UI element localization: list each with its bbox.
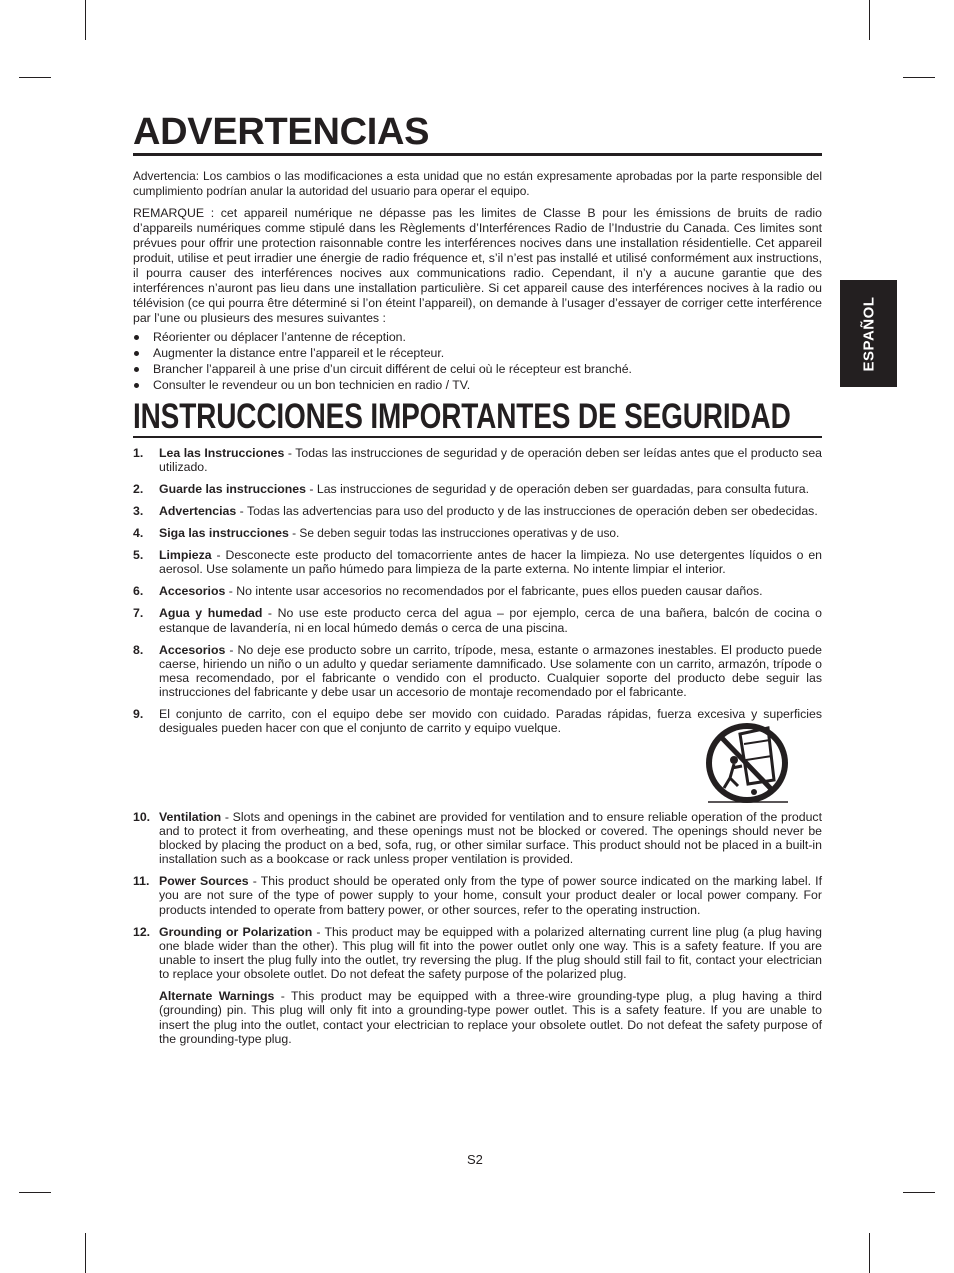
safety-item: [133, 925, 822, 982]
item-text: - No use este producto cerca del agua – por ejemplo, cerca de una bañera, balcón de cocina o estanque de lavandería, ni en local húmedo demás o cerca de una piscina.: [159, 606, 822, 635]
safety-item: [133, 446, 822, 474]
remarque-paragraph: REMARQUE : cet appareil numérique ne dépasse pas les limites de Classe B pour les émissions de bruits de radio d’appareils numériques comme stipulé dans les Règlements d’Interférences Radio de l’Industrie du Canada. Ces limites sont prévues pour offrir une protection raisonnable contre les interférences nocives dans une installation résidentielle. Cet appareil produit, utilise et peut irradier une énergie de radio fréquence et, s’il n’est pas installé et utilisé conformément aux instructions, il pourra causer des interférences nocives aux communications radio. Cependant, il n’y a aucune garantie que des interférences n’auront pas lieu dans une installation particulière. Si cet appareil cause des interférences nocives à la radio ou télévision (ce qui pourra être déterminé si l’on éteint l’appareil), on demande à l’usager d’essayer de corriger cette interférence par l’une ou plusieurs des mesures suivantes :: [133, 206, 822, 325]
item-text: - Todas las advertencias para uso del producto y de las instrucciones de operación deben ser obedecidas.: [236, 504, 818, 519]
crop-mark: [19, 1192, 51, 1193]
item-text: - No intente usar accesorios no recomendados por el fabricante, pues ellos pueden causar daños.: [225, 584, 763, 599]
safety-item: [133, 504, 822, 518]
safety-item: [133, 584, 822, 598]
item-text: - Slots and openings in the cabinet are provided for ventilation and to ensure reliable operation of the product and to protect it from overheating, and these openings must not be blocked or covered. The openings should never be blocked by placing the product on a bed, sofa, rug, or other similar surface. This product should not be placed in a built-in installation such as a bookcase or rack unless proper ventilation is provided.: [159, 809, 822, 867]
item-number: 7.: [133, 606, 144, 621]
page-number: S2: [467, 1152, 483, 1167]
safety-item: [133, 526, 822, 540]
item-text: - This product should be operated only from the type of power source indicated on the marking label. If you are not sure of the type of power supply to your home, consult your product dealer or local power company. For products intended to operate from battery power, or other sources, refer to the operating instruction.: [159, 874, 822, 917]
item-title: Power Sources: [159, 874, 249, 889]
advertencia-paragraph: Advertencia: Los cambios o las modificaciones a esta unidad que no están expresamente aprobadas por la parte responsible del cumplimiento podrían anular la autoridad del usuario para operar el equipo.: [133, 169, 822, 198]
item-number: 12.: [133, 924, 151, 939]
page-content: [133, 112, 822, 1054]
crop-mark: [903, 77, 935, 78]
item-text: - Las instrucciones de seguridad y de operación deben ser guardadas, para consulta futura.: [305, 482, 810, 497]
page-title: ADVERTENCIAS: [133, 111, 430, 153]
bullet-text: Augmenter la distance entre l’appareil et le récepteur.: [153, 346, 445, 360]
list-item: [133, 329, 822, 345]
bullet-text: Consulter le revendeur ou un bon technicien en radio / TV.: [153, 378, 471, 392]
item-number: 1.: [133, 446, 144, 460]
alternate-warnings-text: - This product may be equipped with a three-wire grounding-type plug, a plug having a third (grounding) pin. This plug will only fit into a grounding-type power outlet. This is a safety feature. If you are unable to insert the plug into the outlet, contact your electrician to replace your obsolete outlet. Do not defeat the safety purpose of the grounding-type plug.: [159, 989, 822, 1046]
item-number: 5.: [133, 548, 144, 563]
crop-mark: [19, 77, 51, 78]
measures-list: [133, 329, 822, 393]
item-title: Lea las Instrucciones: [159, 446, 285, 460]
item-title: Grounding or Polarization: [159, 924, 313, 939]
item-number: 4.: [133, 526, 144, 541]
safety-item: [133, 874, 822, 917]
bullet-text: Brancher l’appareil à une prise d’un circuit différent de celui où le récepteur est branché.: [153, 362, 632, 376]
item-text: - Se deben seguir todas las instrucciones operativas y de uso.: [288, 526, 620, 541]
cart-tipover-warning-icon: [704, 722, 794, 808]
list-item: [133, 361, 822, 377]
item-text: - Todas las instrucciones de seguridad y de operación deben ser leídas antes que el producto sea utilizado.: [159, 446, 822, 475]
item-title: Advertencias: [159, 504, 237, 519]
alternate-warnings: [133, 989, 822, 1046]
bullet-icon: [134, 383, 139, 388]
item-title: Agua y humedad: [159, 606, 263, 621]
crop-mark: [869, 1233, 870, 1273]
item-title: Guarde las instrucciones: [159, 482, 306, 497]
crop-mark: [85, 0, 86, 40]
item-number: 3.: [133, 504, 144, 519]
bullet-icon: [134, 367, 139, 372]
crop-mark: [869, 0, 870, 40]
item-number: 8.: [133, 642, 144, 657]
item-text: El conjunto de carrito, con el equipo debe ser movido con cuidado. Paradas rápidas, fuerza excesiva y superficies desiguales pueden hacer con que el conjunto de carrito y equipo vuelque.: [159, 707, 822, 736]
title-rule: [133, 153, 822, 156]
crop-mark: [903, 1192, 935, 1193]
safety-heading-rule: [133, 436, 822, 438]
list-item: [133, 345, 822, 361]
safety-item: [133, 810, 822, 867]
item-title: Accesorios: [159, 642, 226, 657]
item-title: Accesorios: [159, 584, 226, 599]
item-title: Ventilation: [159, 809, 222, 824]
safety-item: [133, 548, 822, 576]
bullet-text: Réorienter ou déplacer l’antenne de réception.: [153, 330, 406, 344]
bullet-icon: [134, 335, 139, 340]
safety-heading: INSTRUCCIONES IMPORTANTES DE SEGURIDAD: [133, 397, 791, 436]
list-item: [133, 377, 822, 393]
item-title: Limpieza: [159, 548, 212, 563]
item-number: 6.: [133, 584, 144, 599]
item-number: 2.: [133, 482, 144, 497]
safety-item: [133, 606, 822, 634]
item-number: 10.: [133, 809, 151, 824]
language-tab-label: ESPAÑOL: [860, 296, 877, 371]
item-number: 11.: [133, 874, 150, 889]
safety-item: [133, 482, 822, 496]
language-side-tab: [840, 280, 897, 387]
item-text: - This product may be equipped with a polarized alternating current line plug (a plug having one blade wider than the other). This plug will fit into the power outlet only one way. This is a safety feature. If you are unable to insert the plug fully into the outlet, try reversing the plug. If the plug should still fail to fit, contact your electrician to replace your obsolete outlet. Do not defeat the safety purpose of the polarized plug.: [159, 924, 822, 982]
item-number: 9.: [133, 707, 144, 722]
bullet-icon: [134, 351, 139, 356]
safety-item: [133, 643, 822, 700]
item-text: - Desconecte este producto del tomacorriente antes de hacer la limpieza. No use detergentes líquidos o en aerosol. Use solamente un paño húmedo para limpieza de la parte externa. No intente limpiar el interior.: [159, 548, 822, 577]
safety-items: [133, 446, 822, 1046]
item-title: Siga las instrucciones: [159, 526, 289, 541]
crop-mark: [85, 1233, 86, 1273]
alternate-warnings-title: Alternate Warnings: [159, 989, 275, 1004]
cart-warning-figure: [133, 736, 822, 810]
item-text: - No deje ese producto sobre un carrito, trípode, mesa, estante o armazones inestables. El producto puede caerse, hiriendo un niño o un adulto y quedar seriamente damnificado. Use solamente con un carrito, armazón, trípode o mesa recomendado, por el fabricante o vendido con el producto. Cualquier soporte del producto debe seguir las instrucciones del fabricante y debe usar un accesorio de montaje recomendado por el fabricante.: [159, 642, 822, 700]
